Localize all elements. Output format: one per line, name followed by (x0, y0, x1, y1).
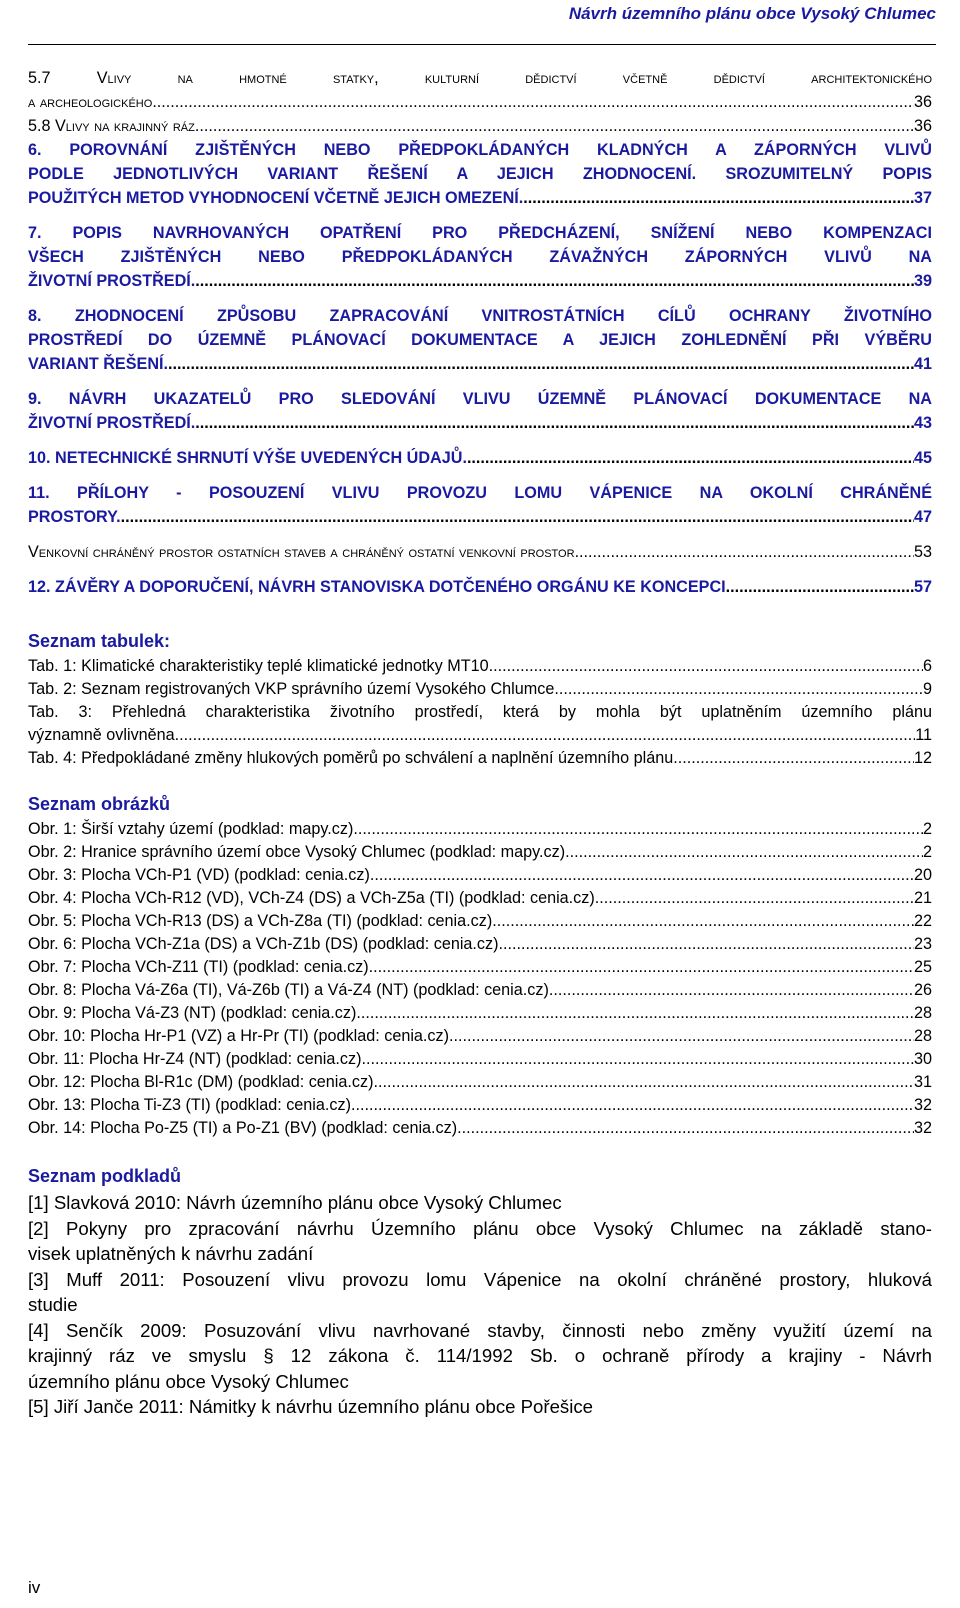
table-of-contents (28, 66, 932, 599)
item-text: Obr. 13: Plocha Ti-Z3 (TI) (podklad: cenia.cz) (28, 1096, 351, 1114)
toc-line-last (28, 352, 932, 376)
item-page: 11 (915, 726, 932, 744)
running-header: Návrh územního plánu obce Vysoký Chlumec (568, 4, 936, 23)
toc-text: VARIANT ŘEŠENÍ. (28, 355, 169, 373)
list-item[interactable] (28, 1094, 932, 1117)
list-item[interactable] (28, 933, 932, 956)
toc-page: 36 (913, 93, 932, 111)
page-content (28, 66, 932, 1420)
leader-dots (351, 1094, 914, 1117)
toc-text: 10. NETECHNICKÉ SHRNUTÍ VÝŠE UVEDENÝCH ÚDAJŮ. (28, 449, 467, 467)
toc-text: POUŽITÝCH METOD VYHODNOCENÍ VČETNĚ JEJICH OMEZENÍ. (28, 189, 524, 207)
leader-dots (373, 1071, 914, 1094)
toc-text: 8. ZHODNOCENÍ ZPŮSOBU ZAPRACOVÁNÍ VNITROSTÁTNÍCH CÍLŮ OCHRANY ŽIVOTNÍHO (28, 307, 932, 325)
leader-dots (179, 724, 915, 747)
list-item[interactable] (28, 655, 932, 678)
item-text: Obr. 12: Plocha Bl-R1c (DM) (podklad: cenia.cz) (28, 1073, 374, 1091)
toc-text: 9. NÁVRH UKAZATELŮ PRO SLEDOVÁNÍ VLIVU ÚZEMNĚ PLÁNOVACÍ DOKUMENTACE NA (28, 390, 932, 408)
item-page: 9 (922, 680, 932, 698)
toc-text: Venkovní chráněný prostor ostatních staveb a chráněný ostatní venkovní prostor (28, 543, 575, 561)
source-text: [4] Senčík 2009: Posuzování vlivu navrhované stavby, činnosti nebo změny využití území na (28, 1319, 932, 1341)
item-page: 22 (913, 912, 932, 930)
toc-text: 12. ZÁVĚRY A DOPORUČENÍ, NÁVRH STANOVISKA DOTČENÉHO ORGÁNU KE KONCEPCI (28, 578, 726, 596)
list-item[interactable] (28, 841, 932, 864)
toc-text: ŽIVOTNÍ PROSTŘEDÍ. (28, 414, 196, 432)
source-text: územního plánu obce Vysoký Chlumec (28, 1370, 349, 1392)
source-item (28, 1267, 932, 1318)
toc-page: 45 (913, 449, 932, 467)
list-item[interactable] (28, 747, 932, 770)
source-item: [5] Jiří Janče 2011: Námitky k návrhu územního plánu obce Pořešice (28, 1396, 593, 1417)
toc-entry-7[interactable] (28, 221, 932, 293)
leader-dots (195, 269, 914, 293)
toc-entry-8[interactable] (28, 304, 932, 376)
item-text: Obr. 11: Plocha Hr-Z4 (NT) (podklad: cenia.cz) (28, 1050, 362, 1068)
sources-list (28, 1190, 932, 1420)
item-page: 2 (922, 820, 932, 838)
item-text: Tab. 4: Předpokládané změny hlukových poměrů po schválení a naplnění územního plánu (28, 749, 674, 767)
toc-page: 43 (913, 414, 932, 432)
leader-dots (370, 864, 914, 887)
leader-dots (353, 818, 923, 841)
list-item[interactable] (28, 887, 932, 910)
leader-dots (595, 887, 914, 910)
toc-text: ŽIVOTNÍ PROSTŘEDÍ. (28, 272, 196, 290)
toc-entry-5-7[interactable]: 5.7 Vlivy na hmotné statky, kulturní dědictví včetně dědictví architektonického (28, 69, 932, 87)
toc-text: a archeologického (28, 93, 153, 111)
item-page: 32 (913, 1119, 932, 1137)
list-item[interactable] (28, 678, 932, 701)
toc-line-last (28, 186, 932, 210)
toc-line-last (28, 505, 932, 529)
page-number: iv (28, 1578, 41, 1597)
toc-entry-9[interactable] (28, 387, 932, 435)
item-page: 32 (913, 1096, 932, 1114)
item-page: 30 (913, 1050, 932, 1068)
source-item (28, 1318, 932, 1395)
list-item[interactable] (28, 1071, 932, 1094)
figures-heading: Seznam obrázků (28, 794, 171, 814)
item-text: Obr. 14: Plocha Po-Z5 (TI) a Po-Z1 (BV) (podklad: cenia.cz) (28, 1119, 458, 1137)
item-page: 25 (913, 958, 932, 976)
source-item: [1] Slavková 2010: Návrh územního plánu obce Vysoký Chlumec (28, 1192, 562, 1213)
toc-entry-5-7-cont[interactable] (28, 90, 932, 114)
toc-page: 37 (913, 189, 932, 207)
toc-text: 5.8 Vlivy na krajinný ráz (28, 117, 195, 135)
item-text: Tab. 2: Seznam registrovaných VKP správního území Vysokého Chlumce (28, 680, 555, 698)
sources-heading: Seznam podkladů (28, 1166, 182, 1186)
source-text: [3] Muff 2011: Posouzení vlivu provozu lomu Vápenice na okolní chráněné prostory, hluková (28, 1268, 932, 1290)
toc-text: 7. POPIS NAVRHOVANÝCH OPATŘENÍ PRO PŘEDCHÁZENÍ, SNÍŽENÍ NEBO KOMPENZACI (28, 224, 932, 242)
list-item[interactable] (28, 1002, 932, 1025)
toc-entry-10[interactable] (28, 446, 932, 470)
toc-line-last (28, 411, 932, 435)
toc-line-last (28, 575, 932, 599)
item-page: 20 (913, 866, 932, 884)
source-text: [2] Pokyny pro zpracování návrhu Územního plánu obce Vysoký Chlumec na základě stano- (28, 1217, 932, 1239)
toc-page: 36 (913, 117, 932, 135)
leader-dots (361, 1048, 914, 1071)
list-item[interactable] (28, 701, 932, 747)
item-text: Obr. 4: Plocha VCh-R12 (VD), VCh-Z4 (DS) a VCh-Z5a (TI) (podklad: cenia.cz) (28, 889, 595, 907)
tables-heading: Seznam tabulek: (28, 631, 171, 651)
leader-dots (195, 114, 914, 138)
header-divider (28, 44, 936, 45)
list-item[interactable] (28, 956, 932, 979)
item-page: 2 (922, 843, 932, 861)
toc-line-last (28, 269, 932, 293)
toc-entry-6[interactable] (28, 138, 932, 210)
item-text: Obr. 9: Plocha Vá-Z3 (NT) (podklad: cenia.cz) (28, 1004, 357, 1022)
item-page: 12 (913, 749, 932, 767)
item-line-last (28, 724, 932, 747)
item-page: 21 (913, 889, 932, 907)
item-page: 28 (913, 1004, 932, 1022)
leader-dots (565, 841, 923, 864)
source-text: studie (28, 1294, 78, 1315)
tables-list (28, 655, 932, 770)
toc-text: VŠECH ZJIŠTĚNÝCH NEBO PŘEDPOKLÁDANÝCH ZÁVAŽNÝCH ZÁPORNÝCH VLIVŮ NA (28, 248, 932, 266)
item-text: Tab. 3: Přehledná charakteristika životního prostředí, která by mohla být uplatněním územního plánu (28, 703, 932, 721)
leader-dots (457, 1117, 914, 1140)
leader-dots (575, 540, 914, 564)
source-item (28, 1216, 932, 1267)
leader-dots (152, 90, 914, 114)
item-text: Obr. 3: Plocha VCh-P1 (VD) (podklad: cenia.cz) (28, 866, 370, 884)
toc-page: 53 (913, 543, 932, 561)
leader-dots (356, 1002, 914, 1025)
toc-page: 41 (913, 355, 932, 373)
list-item[interactable] (28, 1048, 932, 1071)
item-page: 26 (913, 981, 932, 999)
toc-line-last (28, 446, 932, 470)
list-item[interactable] (28, 864, 932, 887)
list-item[interactable] (28, 818, 932, 841)
toc-text: PODLE JEDNOTLIVÝCH VARIANT ŘEŠENÍ A JEJICH ZHODNOCENÍ. SROZUMITELNÝ POPIS (28, 165, 932, 183)
toc-entry-5-8[interactable] (28, 114, 932, 138)
leader-dots (121, 505, 914, 529)
list-item[interactable] (28, 1025, 932, 1048)
toc-text: 11. PŘÍLOHY - POSOUZENÍ VLIVU PROVOZU LOMU VÁPENICE NA OKOLNÍ CHRÁNĚNÉ (28, 484, 932, 502)
toc-page: 39 (913, 272, 932, 290)
leader-dots (449, 1025, 914, 1048)
item-text: Obr. 5: Plocha VCh-R13 (DS) a VCh-Z8a (TI) (podklad: cenia.cz) (28, 912, 493, 930)
item-text: významně ovlivněna. (28, 726, 180, 744)
leader-dots (499, 933, 914, 956)
leader-dots (195, 411, 914, 435)
list-item[interactable] (28, 979, 932, 1002)
figures-list (28, 818, 932, 1140)
leader-dots (554, 678, 923, 701)
leader-dots (493, 655, 923, 678)
toc-page: 57 (913, 578, 932, 596)
leader-dots (467, 446, 914, 470)
toc-page: 47 (913, 508, 932, 526)
toc-entry-11[interactable] (28, 481, 932, 529)
item-text: Tab. 1: Klimatické charakteristiky teplé klimatické jednotky MT10. (28, 657, 494, 675)
toc-entry-venkovni[interactable] (28, 540, 932, 564)
list-item[interactable] (28, 910, 932, 933)
toc-text: 6. POROVNÁNÍ ZJIŠTĚNÝCH NEBO PŘEDPOKLÁDANÝCH KLADNÝCH A ZÁPORNÝCH VLIVŮ (28, 141, 932, 159)
item-page: 31 (913, 1073, 932, 1091)
item-text: Obr. 2: Hranice správního území obce Vysoký Chlumec (podklad: mapy.cz) (28, 843, 566, 861)
item-page: 28 (913, 1027, 932, 1045)
leader-dots (168, 352, 914, 376)
item-text: Obr. 7: Plocha VCh-Z11 (TI) (podklad: cenia.cz) (28, 958, 369, 976)
toc-text: PROSTORY. (28, 508, 121, 526)
source-text: krajinný ráz ve smyslu § 12 zákona č. 114/1992 Sb. o ochraně přírody a krajiny - Návrh (28, 1345, 932, 1366)
item-text: Obr. 1: Širší vztahy území (podklad: mapy.cz) (28, 820, 354, 838)
item-text: Obr. 6: Plocha VCh-Z1a (DS) a VCh-Z1b (DS) (podklad: cenia.cz) (28, 935, 499, 953)
leader-dots (549, 979, 914, 1002)
item-page: 6 (922, 657, 932, 675)
toc-text: PROSTŘEDÍ DO ÚZEMNĚ PLÁNOVACÍ DOKUMENTACE A JEJICH ZOHLEDNĚNÍ PŘI VÝBĚRU (28, 331, 932, 349)
item-text: Obr. 10: Plocha Hr-P1 (VZ) a Hr-Pr (TI) (podklad: cenia.cz) (28, 1027, 449, 1045)
leader-dots (673, 747, 914, 770)
leader-dots (369, 956, 914, 979)
source-text: visek uplatněných k návrhu zadání (28, 1243, 314, 1264)
leader-dots (492, 910, 914, 933)
toc-entry-12[interactable] (28, 575, 932, 599)
leader-dots (523, 186, 914, 210)
list-item[interactable] (28, 1117, 932, 1140)
item-text: Obr. 8: Plocha Vá-Z6a (TI), Vá-Z6b (TI) a Vá-Z4 (NT) (podklad: cenia.cz) (28, 981, 549, 999)
leader-dots (726, 575, 914, 599)
item-page: 23 (913, 935, 932, 953)
